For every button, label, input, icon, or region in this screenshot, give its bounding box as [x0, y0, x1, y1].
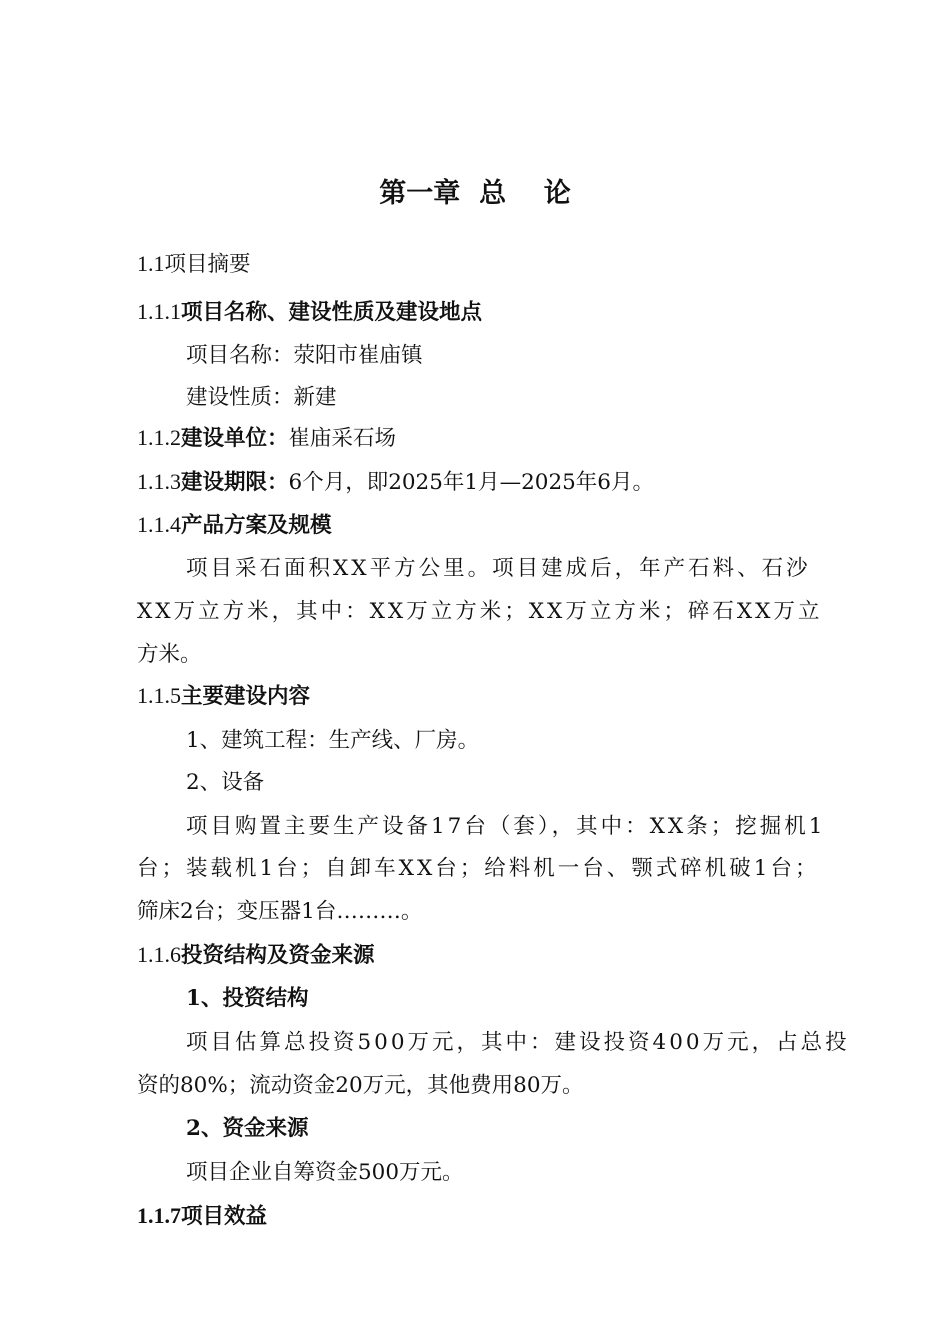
- paragraph-line: 项目购置主要生产设备17台（套），其中：XX条；挖掘机1: [186, 814, 826, 839]
- paragraph-line: 资的80%；流动资金20万元，其他费用80万。: [137, 1073, 584, 1098]
- paragraph-line: 方米。: [137, 642, 202, 667]
- section-heading: 主要建设内容: [181, 684, 311, 709]
- project-name-line: 项目名称：荥阳市崔庙镇: [186, 343, 423, 368]
- paragraph-line: 项目采石面积XX平方公里。项目建成后，年产石料、石沙: [186, 556, 811, 581]
- field-label: 建设期限：: [181, 470, 289, 495]
- paragraph-line: 台；装载机1台；自卸车XX台；给料机一台、颚式碎机破1台；: [137, 856, 820, 881]
- field-value: 崔庙采石场: [288, 426, 397, 451]
- section-heading: 项目效益: [181, 1204, 268, 1229]
- section-1-1-5: [137, 681, 310, 711]
- field-label: 建设单位：: [181, 426, 289, 451]
- section-number: 1.1.1: [137, 299, 181, 324]
- section-number: 1.1.3: [137, 469, 181, 494]
- section-1-1-3: [137, 467, 654, 497]
- section-1-1-6: [137, 940, 375, 970]
- section-heading: 项目名称、建设性质及建设地点: [181, 300, 483, 325]
- section-1-1: [137, 249, 251, 279]
- section-heading: 项目摘要: [164, 252, 251, 277]
- construction-nature-line: 建设性质：新建: [186, 385, 337, 410]
- section-heading: 产品方案及规模: [181, 513, 332, 538]
- paragraph-line: 项目估算总投资500万元，其中：建设投资400万元，占总投: [186, 1030, 850, 1055]
- list-item: 2、设备: [186, 770, 265, 795]
- paragraph-line: 项目企业自筹资金500万元。: [186, 1160, 464, 1185]
- subheading: 2、资金来源: [186, 1116, 309, 1141]
- paragraph-line: 筛床2台；变压器1台………。: [137, 899, 423, 924]
- section-number: 1.1.6: [137, 942, 181, 967]
- subheading: 1、投资结构: [186, 986, 309, 1011]
- section-number: 1.1.2: [137, 425, 181, 450]
- section-heading: 投资结构及资金来源: [181, 943, 375, 968]
- list-item: 1、建筑工程：生产线、厂房。: [186, 728, 480, 753]
- section-1-1-2: [137, 423, 396, 453]
- paragraph-line: XX万立方米，其中：XX万立方米；XX万立方米；碎石XX万立: [137, 599, 823, 624]
- section-1-1-1: [137, 297, 482, 327]
- section-1-1-4: [137, 510, 332, 540]
- section-number: 1.1: [137, 251, 165, 276]
- section-number: 1.1.5: [137, 683, 181, 708]
- section-number: 1.1.4: [137, 512, 181, 537]
- section-number: 1.1.7: [137, 1203, 181, 1228]
- section-1-1-7: [137, 1201, 267, 1231]
- field-value: 6个月，即2025年1月—2025年6月。: [288, 470, 654, 495]
- chapter-title: 第一章 总 论: [379, 178, 571, 209]
